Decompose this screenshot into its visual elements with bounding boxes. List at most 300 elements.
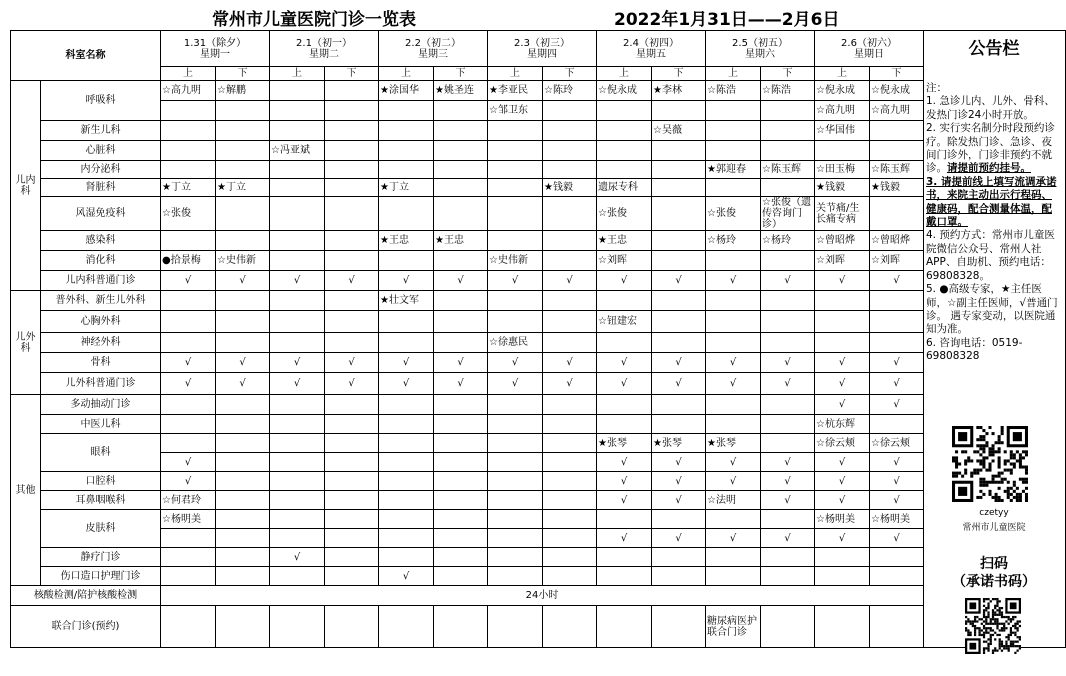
schedule-cell: √ [706,529,761,548]
schedule-cell: ☆杭东辉 [815,415,870,434]
table-row [11,311,1066,333]
day-header [488,31,597,67]
schedule-cell [597,567,652,586]
schedule-cell: √ [870,271,924,291]
schedule-cell [379,333,434,353]
schedule-cell [434,510,488,529]
table-row [11,491,1066,510]
notice-item-1: 1. 急诊儿内、儿外、骨科、发热门诊24小时开放。 [926,95,1055,121]
am-header: 上 [815,67,870,81]
schedule-cell: ●拾景梅 [161,251,216,271]
schedule-cell: ☆冯亚斌 [270,141,325,161]
schedule-cell [216,197,270,231]
schedule-cell: ☆徐惠民 [488,333,543,353]
schedule-cell [270,472,325,491]
schedule-cell [597,161,652,179]
schedule-cell [434,251,488,271]
schedule-cell: ☆倪永成 [815,81,870,101]
schedule-cell [652,606,706,648]
schedule-cell [761,291,815,311]
dept-name: 联合门诊(预约) [11,606,161,648]
schedule-cell [870,415,924,434]
schedule-cell: 关节痛/生长痛专病 [815,197,870,231]
schedule-cell: √ [488,271,543,291]
schedule-cell [761,434,815,453]
schedule-cell: √ [597,453,652,472]
schedule-cell [270,453,325,472]
table-row [11,606,1066,648]
schedule-cell [325,291,379,311]
table-row [11,121,1066,141]
schedule-cell [216,333,270,353]
qr-account-id: czetyy [979,508,1009,518]
schedule-cell: √ [597,529,652,548]
notice-item-5: 5. ●高级专家，★主任医师，☆副主任医师，√普通门诊。 遇专家变动，以医院通知为准。 [926,283,1058,336]
schedule-cell [434,567,488,586]
notice-item-4: 4. 预约方式：常州市儿童医院微信公众号、常州人社APP、自助机、预约电话：69808328。 [926,229,1055,282]
schedule-cell [434,529,488,548]
schedule-cell: √ [161,271,216,291]
schedule-cell: ☆倪永成 [597,81,652,101]
day-weekday: 星期五 [636,48,666,60]
schedule-cell [325,231,379,251]
schedule-cell [161,548,216,567]
table-row [11,395,1066,415]
schedule-cell [488,311,543,333]
day-header [161,31,270,67]
schedule-cell [325,548,379,567]
table-row [11,251,1066,271]
schedule-cell [270,121,325,141]
schedule-cell [216,453,270,472]
schedule-cell: ☆吴薇 [652,121,706,141]
schedule-cell: √ [761,529,815,548]
schedule-cell [270,179,325,197]
schedule-cell [216,510,270,529]
am-header: 上 [379,67,434,81]
schedule-cell [379,606,434,648]
schedule-cell [325,81,379,101]
schedule-cell: ★王忠 [434,231,488,251]
schedule-cell: √ [543,271,597,291]
schedule-cell [216,529,270,548]
schedule-cell [652,179,706,197]
schedule-cell [488,179,543,197]
schedule-cell [815,311,870,333]
schedule-cell [161,529,216,548]
schedule-cell: √ [870,353,924,373]
promise-qr-code-icon[interactable] [965,598,1021,654]
schedule-cell [325,197,379,231]
schedule-cell [488,491,543,510]
schedule-cell: ★李林 [652,81,706,101]
dept-name: 风湿免疫科 [41,197,161,231]
dept-name: 感染科 [41,231,161,251]
schedule-cell: √ [761,353,815,373]
schedule-cell [216,291,270,311]
schedule-cell [597,606,652,648]
schedule-cell: √ [706,453,761,472]
schedule-cell [270,197,325,231]
schedule-cell [161,311,216,333]
schedule-cell [325,491,379,510]
schedule-cell: √ [325,271,379,291]
schedule-cell: √ [761,271,815,291]
schedule-cell: ☆曾昭烨 [815,231,870,251]
schedule-cell [270,333,325,353]
schedule-cell: √ [597,271,652,291]
schedule-cell [270,510,325,529]
schedule-cell: ☆张俊 [161,197,216,231]
schedule-cell [761,606,815,648]
schedule-cell [216,231,270,251]
schedule-cell: √ [870,395,924,415]
schedule-cell: ☆刘晖 [597,251,652,271]
schedule-cell [270,311,325,333]
schedule-cell [488,567,543,586]
schedule-cell [652,567,706,586]
day-header [815,31,924,67]
schedule-cell: √ [379,567,434,586]
schedule-cell [488,453,543,472]
schedule-cell [543,395,597,415]
table-row [11,434,1066,453]
schedule-cell: √ [325,353,379,373]
dept-name: 皮肤科 [41,510,161,548]
schedule-cell: ☆徐云颊 [870,434,924,453]
schedule-cell [325,567,379,586]
schedule-cell: √ [597,353,652,373]
dept-name: 内分泌科 [41,161,161,179]
schedule-cell: ☆徐云颊 [815,434,870,453]
schedule-cell: ☆法明 [706,491,761,510]
schedule-cell [815,141,870,161]
notice-item-2: 2. 实行实名制分时段预约诊疗。除发热门诊、急诊、夜间门诊外，门诊非预约不就诊。 [926,122,1055,175]
table-row [11,67,1066,81]
schedule-cell: √ [597,472,652,491]
notice-board [926,82,1060,364]
schedule-cell [325,121,379,141]
schedule-cell [325,311,379,333]
nucleic-hours: 24小时 [161,586,924,606]
schedule-cell [434,453,488,472]
schedule-cell: √ [270,548,325,567]
day-weekday: 星期日 [854,48,884,60]
schedule-cell: ★钱毅 [870,179,924,197]
schedule-cell [706,311,761,333]
schedule-cell [706,251,761,271]
table-row [11,179,1066,197]
schedule-cell: ☆曾昭烨 [870,231,924,251]
schedule-cell: √ [652,491,706,510]
dept-name: 骨科 [41,353,161,373]
schedule-cell: √ [434,373,488,395]
schedule-cell [216,606,270,648]
schedule-cell [434,101,488,121]
schedule-cell [325,141,379,161]
schedule-cell: √ [652,453,706,472]
schedule-cell [870,197,924,231]
schedule-cell [870,291,924,311]
pm-header: 下 [434,67,488,81]
schedule-cell: √ [379,271,434,291]
schedule-cell [597,548,652,567]
table-row [11,453,1066,472]
schedule-cell [597,101,652,121]
schedule-cell [488,231,543,251]
schedule-cell: ☆陈玉辉 [870,161,924,179]
table-row [11,548,1066,567]
schedule-cell [161,333,216,353]
schedule-cell [434,434,488,453]
schedule-cell [325,395,379,415]
day-date: 2.4（初四） [623,37,679,49]
schedule-cell [434,333,488,353]
schedule-cell: ☆杨明美 [870,510,924,529]
schedule-cell [325,333,379,353]
day-weekday: 星期四 [527,48,557,60]
schedule-cell: ☆田玉梅 [815,161,870,179]
notice-item-3: 3. 请提前线上填写流调承诺书，来院主动出示行程码、健康码，配合测量体温，配戴口罩。 [926,175,1057,229]
schedule-cell [270,291,325,311]
schedule-cell [543,311,597,333]
dept-name: 核酸检测/陪护核酸检测 [11,586,161,606]
schedule-cell [270,251,325,271]
schedule-cell [434,291,488,311]
schedule-cell [652,311,706,333]
schedule-cell [270,161,325,179]
schedule-cell: ☆华国伟 [815,121,870,141]
schedule-cell: √ [761,472,815,491]
schedule-cell [216,141,270,161]
schedule-cell: ☆陈浩 [706,81,761,101]
notice-note: 注： [926,82,947,94]
schedule-cell [161,567,216,586]
schedule-cell: ★李亚民 [488,81,543,101]
schedule-cell: √ [815,491,870,510]
date-range: 2022年1月31日——2月6日 [614,10,840,30]
day-header [379,31,488,67]
table-row [11,586,1066,606]
schedule-cell [761,311,815,333]
pm-header: 下 [543,67,597,81]
schedule-cell [270,101,325,121]
schedule-cell [379,434,434,453]
schedule-cell: √ [815,353,870,373]
schedule-cell: √ [216,353,270,373]
schedule-cell: √ [652,472,706,491]
schedule-cell [706,415,761,434]
schedule-cell: √ [815,472,870,491]
schedule-cell: √ [216,271,270,291]
schedule-cell [652,548,706,567]
schedule-cell [488,510,543,529]
schedule-cell: √ [434,353,488,373]
table-row [11,197,1066,231]
schedule-cell [597,333,652,353]
day-weekday: 星期六 [745,48,775,60]
schedule-cell [161,415,216,434]
schedule-cell: √ [597,373,652,395]
schedule-cell [216,491,270,510]
schedule-cell [652,395,706,415]
schedule-cell [488,395,543,415]
schedule-cell: ☆史伟新 [216,251,270,271]
schedule-cell [379,548,434,567]
schedule-cell [761,395,815,415]
schedule-cell [815,291,870,311]
dept-name: 儿外科普通门诊 [41,373,161,395]
schedule-cell [161,395,216,415]
schedule-cell [434,121,488,141]
schedule-cell [652,333,706,353]
schedule-cell: √ [270,271,325,291]
schedule-cell [761,567,815,586]
schedule-cell [761,548,815,567]
table-row [11,373,1066,395]
table-row [11,333,1066,353]
schedule-cell: √ [652,373,706,395]
schedule-cell [434,395,488,415]
pm-header: 下 [761,67,815,81]
day-weekday: 星期二 [309,48,339,60]
schedule-cell [488,434,543,453]
schedule-cell: √ [488,373,543,395]
schedule-cell [379,161,434,179]
schedule-cell [434,548,488,567]
schedule-cell: ☆刘晖 [870,251,924,271]
schedule-cell [706,395,761,415]
schedule-cell: ★丁立 [379,179,434,197]
schedule-cell [270,491,325,510]
dept-name: 静疗门诊 [41,548,161,567]
schedule-cell: √ [870,491,924,510]
pm-header: 下 [216,67,270,81]
schedule-cell: ★张琴 [597,434,652,453]
wechat-qr-code-icon[interactable] [952,426,1028,502]
schedule-cell [161,606,216,648]
schedule-cell [543,291,597,311]
schedule-cell [216,101,270,121]
schedule-cell: √ [597,491,652,510]
schedule-cell: ☆高九明 [161,81,216,101]
schedule-cell [434,179,488,197]
schedule-cell: √ [270,353,325,373]
day-weekday: 星期一 [200,48,230,60]
schedule-cell: ★郭迎春 [706,161,761,179]
schedule-cell [216,415,270,434]
schedule-cell [543,606,597,648]
schedule-cell: √ [870,373,924,395]
schedule-cell: √ [652,529,706,548]
schedule-cell: ☆倪永成 [870,81,924,101]
schedule-cell [706,291,761,311]
schedule-cell [706,548,761,567]
day-header [706,31,815,67]
schedule-cell [706,101,761,121]
hospital-title: 常州市儿童医院门诊一览表 [212,10,416,30]
table-row [11,567,1066,586]
table-row [11,415,1066,434]
schedule-cell [216,567,270,586]
table-row [11,472,1066,491]
schedule-cell: √ [761,491,815,510]
pm-header: 下 [870,67,924,81]
dept-name: 儿内科普通门诊 [41,271,161,291]
schedule-cell: √ [815,453,870,472]
schedule-cell: ☆张俊（遗传咨询门诊） [761,197,815,231]
schedule-cell [652,141,706,161]
schedule-cell [761,121,815,141]
schedule-cell [325,101,379,121]
dept-name: 中医儿科 [41,415,161,434]
schedule-cell: √ [706,271,761,291]
schedule-cell [706,121,761,141]
schedule-cell [652,231,706,251]
schedule-cell: √ [543,373,597,395]
schedule-cell: √ [325,373,379,395]
schedule-cell [543,548,597,567]
table-row [11,101,1066,121]
schedule-cell: ☆张俊 [706,197,761,231]
dept-name: 眼科 [41,434,161,472]
schedule-cell: √ [761,453,815,472]
table-row [11,353,1066,373]
schedule-cell: ★丁立 [216,179,270,197]
schedule-cell [543,415,597,434]
schedule-cell [270,415,325,434]
schedule-cell [597,291,652,311]
schedule-cell: √ [488,353,543,373]
am-header: 上 [706,67,761,81]
schedule-cell [815,333,870,353]
table-row [11,31,1066,67]
schedule-cell [270,567,325,586]
joint-clinic-cell: 糖尿病医护联合门诊 [706,606,761,648]
schedule-cell: ☆高九明 [815,101,870,121]
schedule-cell [543,161,597,179]
schedule-cell [761,101,815,121]
schedule-cell [870,333,924,353]
schedule-cell [434,141,488,161]
schedule-cell [706,567,761,586]
schedule-cell: √ [543,353,597,373]
schedule-cell [870,141,924,161]
schedule-cell: ☆刘晖 [815,251,870,271]
schedule-cell [216,121,270,141]
schedule-cell [325,251,379,271]
schedule-cell [815,548,870,567]
schedule-cell [488,121,543,141]
schedule-cell [652,291,706,311]
notice-item-2-emphasis: 请提前预约挂号。 [947,162,1031,175]
schedule-cell: √ [706,353,761,373]
schedule-cell: ☆杨玲 [761,231,815,251]
schedule-cell [543,231,597,251]
schedule-cell [543,197,597,231]
schedule-cell: ★王忠 [379,231,434,251]
schedule-cell [379,311,434,333]
schedule-cell [597,395,652,415]
schedule-cell [216,548,270,567]
schedule-cell [379,141,434,161]
schedule-cell: √ [870,453,924,472]
schedule-cell [543,567,597,586]
schedule-cell [434,197,488,231]
schedule-cell: ★钱毅 [543,179,597,197]
schedule-cell: ☆钮建宏 [597,311,652,333]
schedule-cell [870,567,924,586]
